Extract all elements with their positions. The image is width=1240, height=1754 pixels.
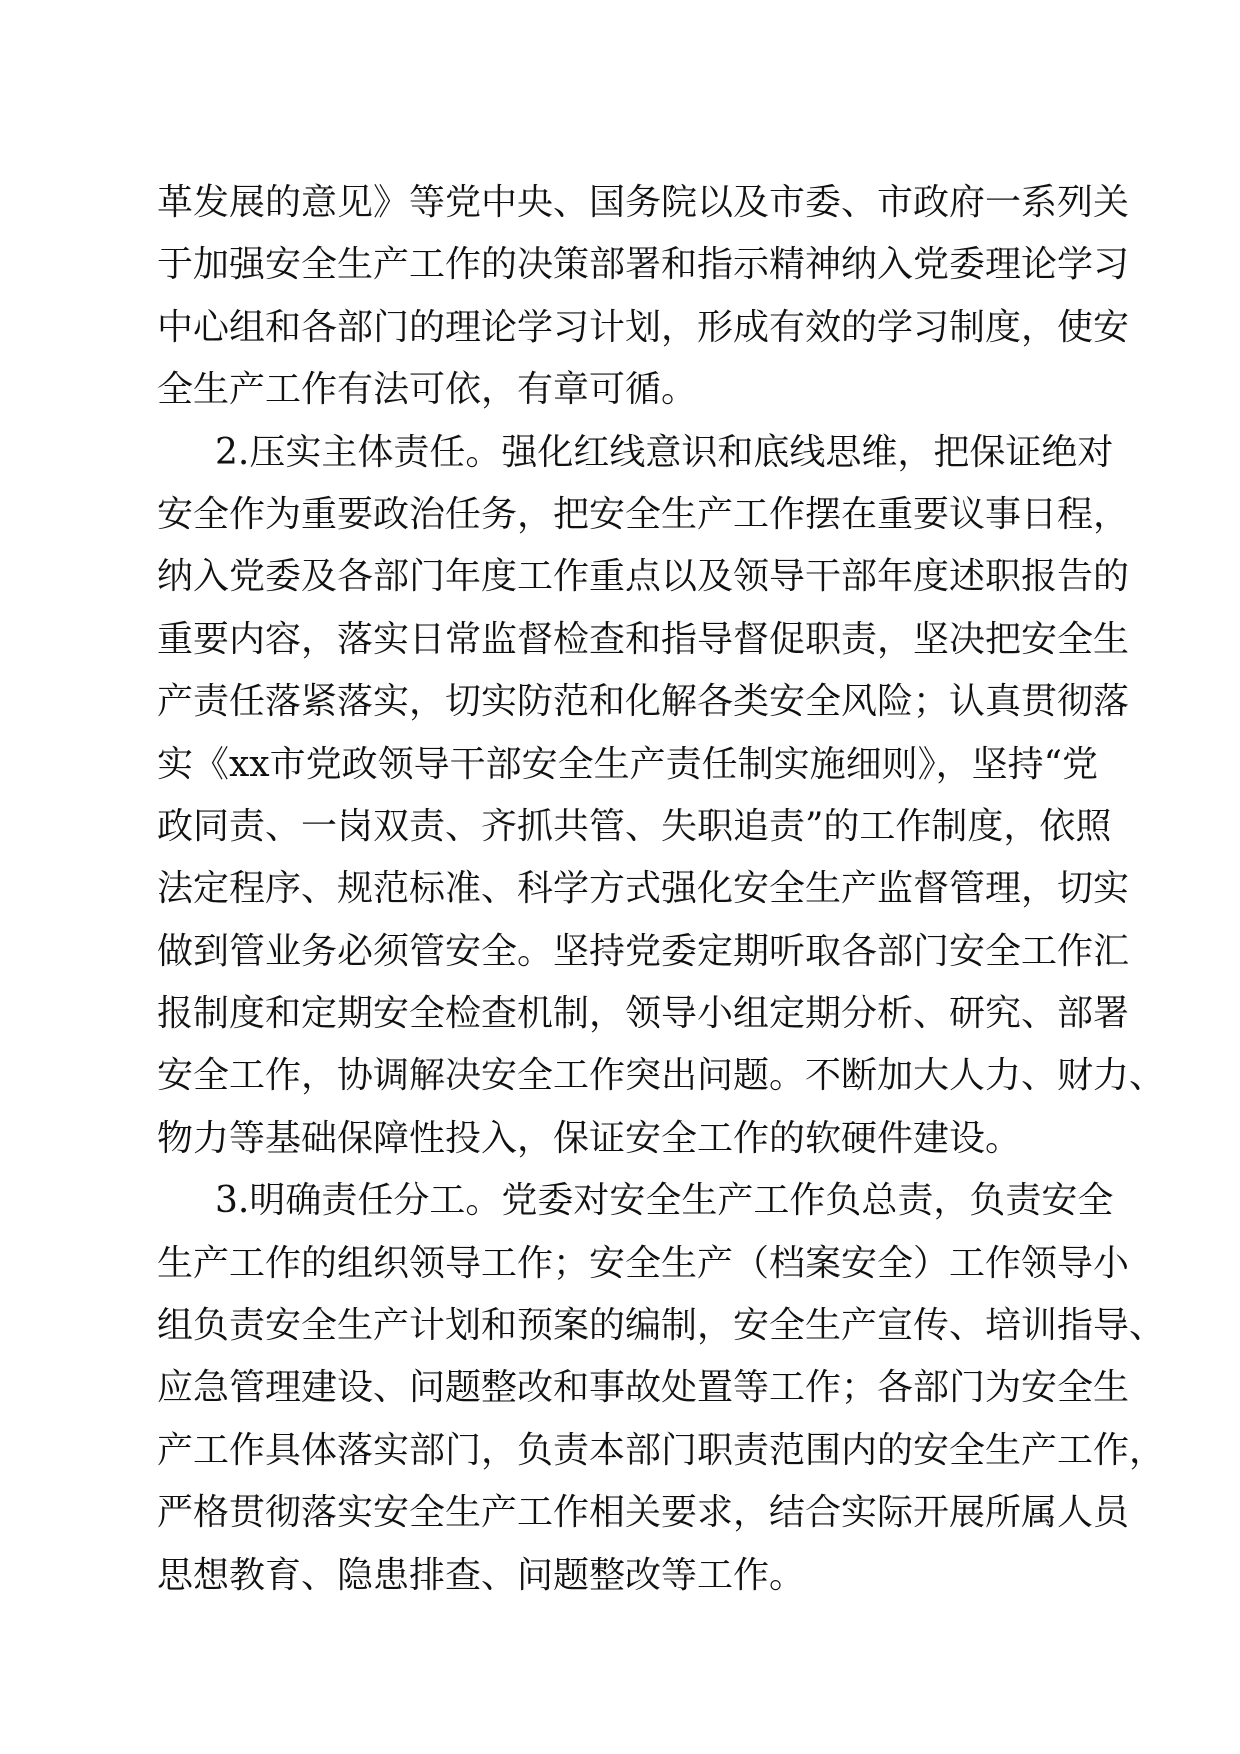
text-line: 安全工作，协调解决安全工作突出问题。不断加大人力、财力、 bbox=[157, 1055, 1166, 1097]
text-line: 2.压实主体责任。强化红线意识和底线思维，把保证绝对 bbox=[215, 431, 1114, 473]
text-line: 产工作具体落实部门，负责本部门职责范围内的安全生产工作， bbox=[157, 1429, 1166, 1471]
paragraph-3 bbox=[157, 1170, 1166, 1607]
text-line: 组负责安全生产计划和预案的编制，安全生产宣传、培训指导、 bbox=[157, 1305, 1166, 1347]
text-line: 纳入党委及各部门年度工作重点以及领导干部年度述职报告的 bbox=[157, 556, 1130, 598]
text-line: 报制度和定期安全检查机制，领导小组定期分析、研究、部署 bbox=[157, 993, 1130, 1035]
text-line: 严格贯彻落实安全生产工作相关要求，结合实际开展所属人员 bbox=[157, 1492, 1130, 1534]
text-line: 产责任落紧落实，切实防范和化解各类安全风险；认真贯彻落 bbox=[157, 681, 1130, 723]
text-line: 实《xx市党政领导干部安全生产责任制实施细则》，坚持“党 bbox=[157, 743, 1099, 785]
text-line: 法定程序、规范标准、科学方式强化安全生产监督管理，切实 bbox=[157, 868, 1130, 910]
text-line: 思想教育、隐患排查、问题整改等工作。 bbox=[157, 1554, 806, 1596]
text-line: 于加强安全生产工作的决策部署和指示精神纳入党委理论学习 bbox=[157, 244, 1130, 286]
text-line: 全生产工作有法可依，有章可循。 bbox=[157, 369, 698, 411]
text-line: 安全作为重要政治任务，把安全生产工作摆在重要议事日程， bbox=[157, 493, 1130, 535]
body-text bbox=[157, 172, 1166, 1607]
paragraph-1 bbox=[157, 172, 1130, 422]
text-line: 政同责、一岗双责、齐抓共管、失职追责”的工作制度，依照 bbox=[157, 805, 1112, 847]
text-line: 应急管理建设、问题整改和事故处置等工作；各部门为安全生 bbox=[157, 1367, 1130, 1409]
text-line: 革发展的意见》等党中央、国务院以及市委、市政府一系列关 bbox=[157, 182, 1130, 223]
text-line: 做到管业务必须管安全。坚持党委定期听取各部门安全工作汇 bbox=[157, 930, 1130, 972]
text-line: 中心组和各部门的理论学习计划，形成有效的学习制度，使安 bbox=[157, 306, 1130, 348]
text-line: 3.明确责任分工。党委对安全生产工作负总责，负责安全 bbox=[215, 1180, 1114, 1222]
text-line: 物力等基础保障性投入，保证安全工作的软硬件建设。 bbox=[157, 1117, 1022, 1159]
text-line: 生产工作的组织领导工作；安全生产（档案安全）工作领导小 bbox=[157, 1242, 1130, 1284]
text-line: 重要内容，落实日常监督检查和指导督促职责，坚决把安全生 bbox=[157, 618, 1130, 660]
paragraph-2 bbox=[157, 422, 1166, 1171]
